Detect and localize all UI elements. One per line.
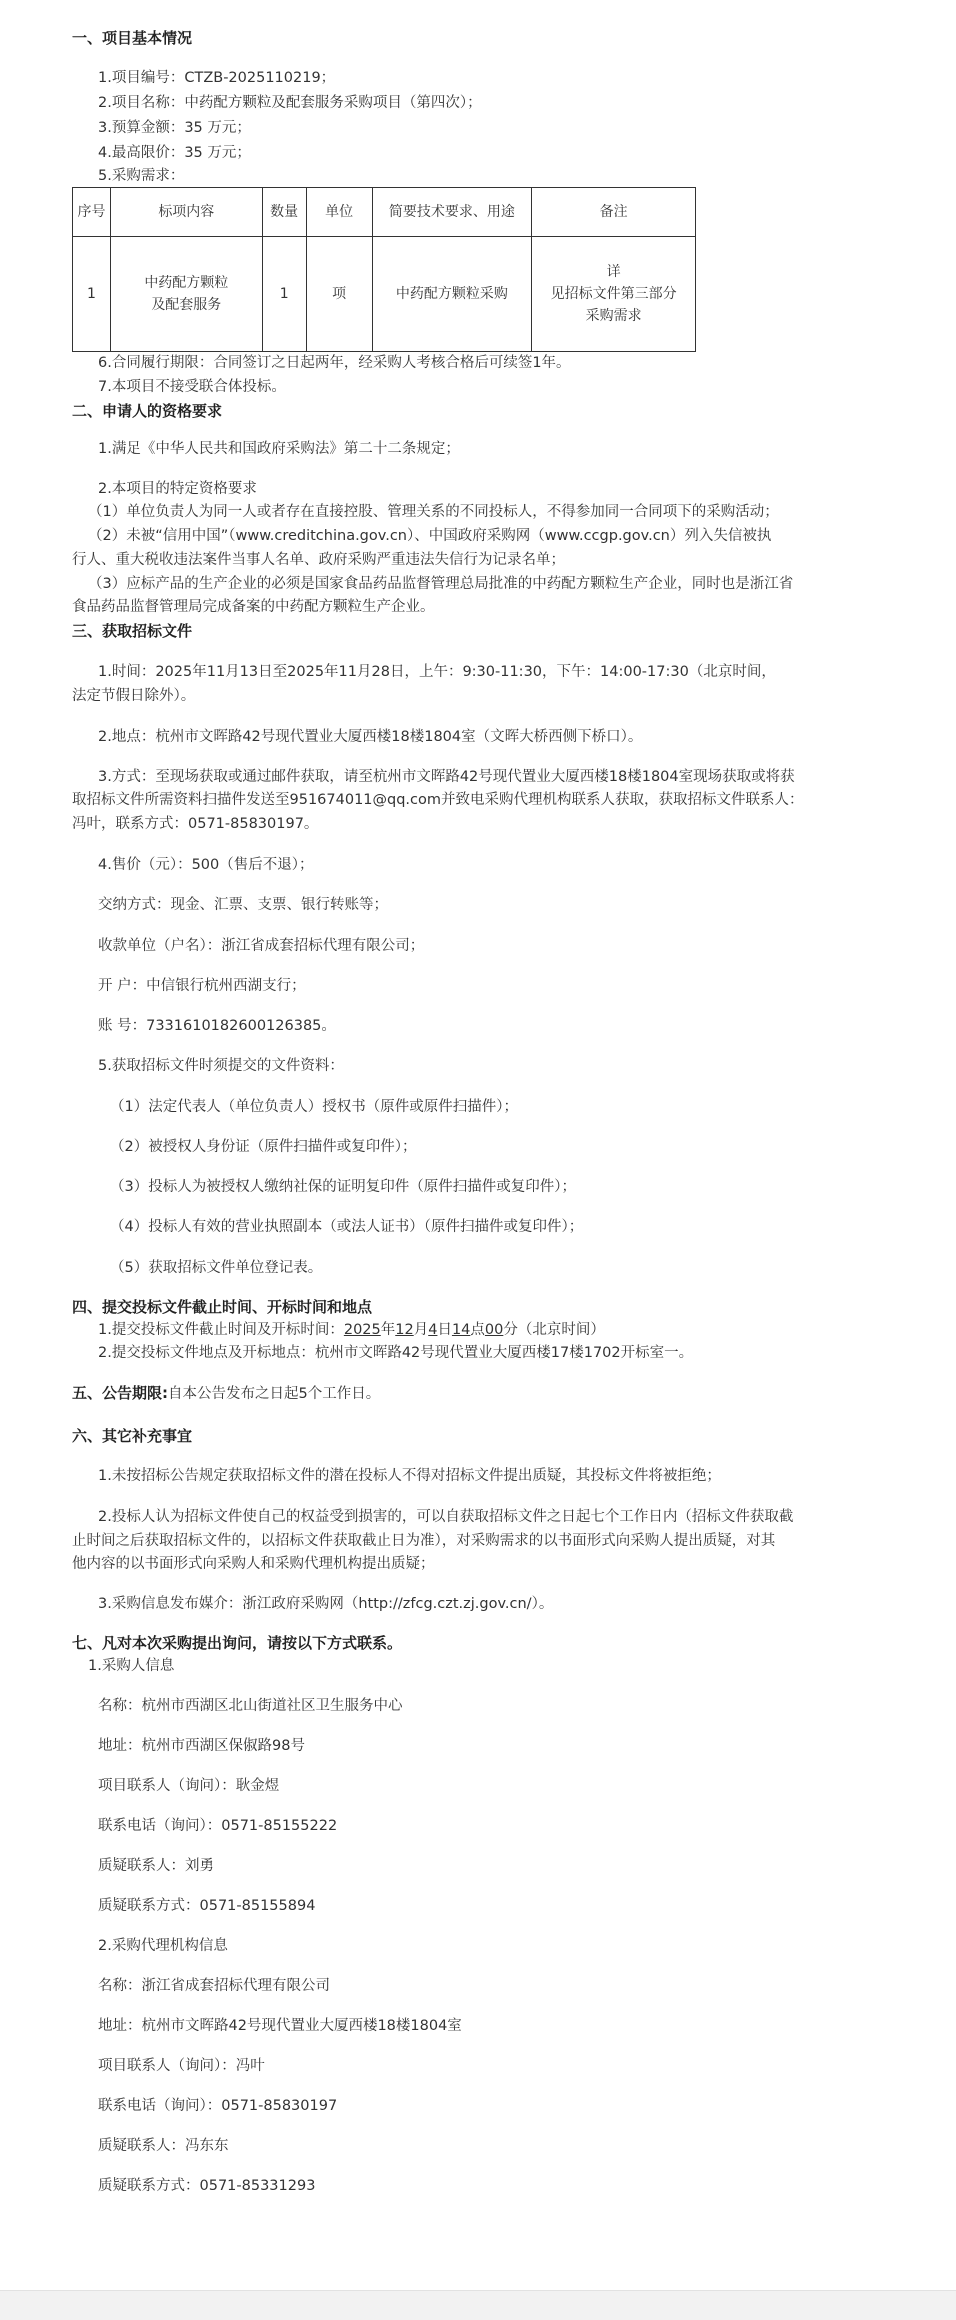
purchaser-name: 名称：杭州市西湖区北山街道社区卫生服务中心 xyxy=(98,1698,403,1714)
supplement-2c: 他内容的以书面形式向采购人和采购代理机构提出质疑； xyxy=(72,1556,435,1572)
purchaser-info-title: 1.采购人信息 xyxy=(88,1658,175,1674)
qualification-2-3a: （3）应标产品的生产企业的必须是国家食品药品监督管理总局批准的中药配方颗粒生产企业，同时也是浙江省 xyxy=(88,576,794,592)
purchaser-query-contact: 质疑联系人：刘勇 xyxy=(98,1858,214,1874)
header-item: 标项内容 xyxy=(110,188,262,237)
qualification-2-2a: （2）未被“信用中国”（www.creditchina.gov.cn）、中国政府采购网（www.ccgp.gov.cn）列入失信被执 xyxy=(88,528,772,544)
agency-info-title: 2.采购代理机构信息 xyxy=(98,1938,228,1954)
agency-name: 名称：浙江省成套招标代理有限公司 xyxy=(98,1978,330,1994)
purchaser-address: 地址：杭州市西湖区保俶路98号 xyxy=(98,1738,305,1754)
table-row xyxy=(73,237,696,352)
budget-amount: 3.预算金额：35 万元； xyxy=(98,120,251,136)
required-docs-label: 5.获取招标文件时须提交的文件资料： xyxy=(98,1058,344,1074)
payee: 收款单位（户名）：浙江省成套招标代理有限公司； xyxy=(98,938,425,954)
bid-location: 2.提交投标文件地点及开标地点：杭州市文晖路42号现代置业大厦西楼17楼1702开标室一。 xyxy=(98,1345,694,1361)
header-requirements: 简要技术要求、用途 xyxy=(372,188,532,237)
header-unit: 单位 xyxy=(306,188,372,237)
agency-phone: 联系电话（询问）：0571-85830197 xyxy=(98,2098,338,2114)
bank: 开 户：中信银行杭州西湖支行； xyxy=(98,978,306,994)
section-1-title: 一、项目基本情况 xyxy=(72,29,193,47)
qualification-2-2b: 行人、重大税收违法案件当事人名单、政府采购严重违法失信行为记录名单； xyxy=(72,552,565,568)
required-doc-3: （3）投标人为被授权人缴纳社保的证明复印件（原件扫描件或复印件）； xyxy=(110,1179,576,1195)
project-name: 2.项目名称：中药配方颗粒及配套服务采购项目（第四次）； xyxy=(98,95,482,111)
purchaser-query-phone: 质疑联系方式：0571-85155894 xyxy=(98,1898,316,1914)
table-header-row xyxy=(73,188,696,237)
account: 账 号：7331610182600126385。 xyxy=(98,1018,336,1034)
cell-no: 1 xyxy=(73,237,111,352)
obtain-method-c: 冯叶，联系方式：0571-85830197。 xyxy=(72,816,319,832)
supplement-3: 3.采购信息发布媒介：浙江政府采购网（http://zfcg.czt.zj.gov.cn/）。 xyxy=(98,1596,554,1612)
qualification-2: 2.本项目的特定资格要求 xyxy=(98,481,257,497)
obtain-time-a: 1.时间：2025年11月13日至2025年11月28日，上午：9:30-11:30，下午：14:00-17:30（北京时间， xyxy=(98,664,776,680)
section-3-title: 三、获取招标文件 xyxy=(72,622,193,640)
obtain-time-b: 法定节假日除外）。 xyxy=(72,688,196,704)
price: 4.售价（元）：500（售后不退）； xyxy=(98,857,314,873)
deadline-line: 1.提交投标文件截止时间及开标时间：2025年12月4日14点00分（北京时间） xyxy=(98,1322,605,1338)
project-number: 1.项目编号：CTZB-2025110219； xyxy=(98,70,336,86)
required-doc-4: （4）投标人有效的营业执照副本（或法人证书）（原件扫描件或复印件）； xyxy=(110,1219,584,1235)
header-qty: 数量 xyxy=(262,188,306,237)
section-7-title: 七、凡对本次采购提出询问，请按以下方式联系。 xyxy=(72,1634,403,1652)
max-price: 4.最高限价：35 万元； xyxy=(98,145,251,161)
supplement-1: 1.未按招标公告规定获取招标文件的潜在投标人不得对招标文件提出质疑，其投标文件将被拒绝； xyxy=(98,1468,721,1484)
qualification-1: 1.满足《中华人民共和国政府采购法》第二十二条规定； xyxy=(98,441,460,457)
agency-query-phone: 质疑联系方式：0571-85331293 xyxy=(98,2178,316,2194)
section-6-title: 六、其它补充事宜 xyxy=(72,1427,193,1445)
requirements-table xyxy=(72,187,696,352)
supplement-2b: 止时间之后获取招标文件的，以招标文件获取截止日为准），对采购需求的以书面形式向采购人提出质疑，对其 xyxy=(72,1533,776,1549)
agency-query-contact: 质疑联系人：冯东东 xyxy=(98,2138,229,2154)
payment-method: 交纳方式：现金、汇票、支票、银行转账等； xyxy=(98,897,388,913)
header-note: 备注 xyxy=(532,188,696,237)
qualification-2-3b: 食品药品监督管理局完成备案的中药配方颗粒生产企业。 xyxy=(72,599,435,615)
obtain-method-a: 3.方式：至现场获取或通过邮件获取，请至杭州市文晖路42号现代置业大厦西楼18楼1804室现场获取或将获 xyxy=(98,769,795,785)
qualification-2-1: （1）单位负责人为同一人或者存在直接控股、管理关系的不同投标人，不得参加同一合同项下的采购活动； xyxy=(88,504,779,520)
header-no: 序号 xyxy=(73,188,111,237)
required-doc-2: （2）被授权人身份证（原件扫描件或复印件）； xyxy=(110,1139,417,1155)
purchaser-contact: 项目联系人（询问）：耿金煜 xyxy=(98,1778,280,1794)
supplement-2a: 2.投标人认为招标文件使自己的权益受到损害的，可以自获取招标文件之日起七个工作日内（招标文件获取截 xyxy=(98,1509,794,1525)
section-2-title: 二、申请人的资格要求 xyxy=(72,402,223,420)
section-4-title: 四、提交投标文件截止时间、开标时间和地点 xyxy=(72,1298,373,1316)
cell-note: 详 见招标文件第三部分 采购需求 xyxy=(532,237,696,352)
obtain-method-b: 取招标文件所需资料扫描件发送至951674011@qq.com并致电采购代理机构联系人获取，获取招标文件联系人： xyxy=(72,792,804,808)
required-doc-1: （1）法定代表人（单位负责人）授权书（原件或原件扫描件）； xyxy=(110,1099,518,1115)
cell-item: 中药配方颗粒 及配套服务 xyxy=(110,237,262,352)
obtain-place: 2.地点：杭州市文晖路42号现代置业大厦西楼18楼1804室（文晖大桥西侧下桥口）。 xyxy=(98,729,643,745)
page-footer-bar xyxy=(0,2290,956,2320)
procurement-needs-label: 5.采购需求： xyxy=(98,168,185,184)
agency-address: 地址：杭州市文晖路42号现代置业大厦西楼18楼1804室 xyxy=(98,2018,462,2034)
purchaser-phone: 联系电话（询问）：0571-85155222 xyxy=(98,1818,338,1834)
cell-unit: 项 xyxy=(306,237,372,352)
cell-requirements: 中药配方颗粒采购 xyxy=(372,237,532,352)
contract-period: 6.合同履行期限：合同签订之日起两年，经采购人考核合格后可续签1年。 xyxy=(98,355,571,371)
announcement-period: 五、公告期限:自本公告发布之日起5个工作日。 xyxy=(72,1384,381,1402)
no-consortium: 7.本项目不接受联合体投标。 xyxy=(98,379,286,395)
required-doc-5: （5）获取招标文件单位登记表。 xyxy=(110,1260,323,1276)
agency-contact: 项目联系人（询问）：冯叶 xyxy=(98,2058,265,2074)
cell-qty: 1 xyxy=(262,237,306,352)
